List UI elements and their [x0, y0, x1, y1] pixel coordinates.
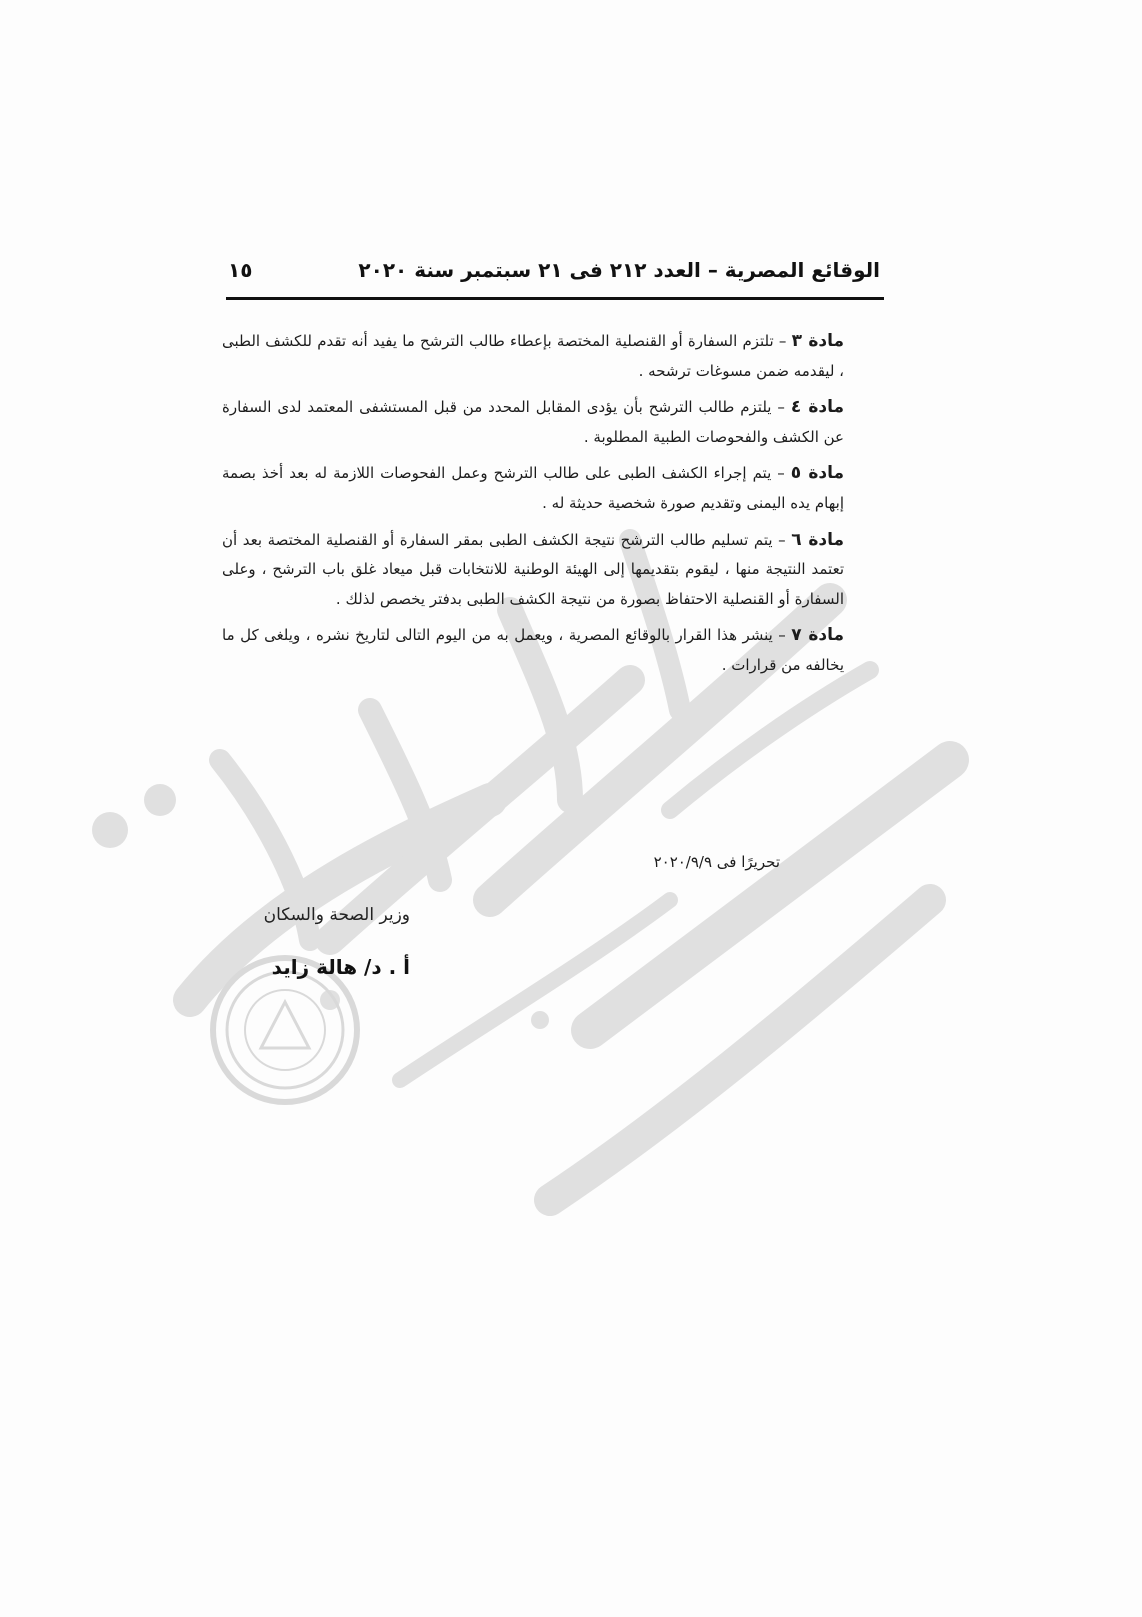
article-text: – ينشر هذا القرار بالوقائع المصرية ، ويعمل به من اليوم التالى لتاريخ نشره ، ويلغى كل ما يخالفه من قرارات . — [222, 626, 844, 674]
article-6 — [222, 526, 844, 615]
article-text: – يتم تسليم طالب الترشح نتيجة الكشف الطبى بمقر السفارة أو القنصلية المختصة بعد أن تعتمد النتيجة منها ، ليقوم بتقديمها إلى الهيئة الوطنية للانتخابات قبل ميعاد غلق باب الترشح ، وعلى السفارة أو القنصلية الاحتفاظ بصورة من نتيجة الكشف الطبى بدفتر يخصص لذلك . — [222, 530, 844, 608]
article-title: مادة ٣ — [791, 331, 844, 351]
article-title: مادة ٧ — [791, 625, 844, 646]
article-4 — [222, 393, 844, 452]
issue-date: تحريرًا فى ٢٠٢٠/٩/٩ — [653, 853, 780, 871]
article-title: مادة ٥ — [790, 463, 844, 484]
header-divider — [226, 297, 884, 300]
decree-body — [222, 327, 844, 688]
article-5 — [222, 459, 844, 518]
article-title: مادة ٦ — [791, 529, 844, 550]
article-text: – يلتزم طالب الترشح بأن يؤدى المقابل المحدد من قبل المستشفى المعتمد لدى السفارة عن الكشف والفحوصات الطبية المطلوبة . — [222, 398, 844, 446]
article-text: – يتم إجراء الكشف الطبى على طالب الترشح وعمل الفحوصات اللازمة له بعد أخذ بصمة إبهام يده اليمنى وتقديم صورة شخصية حديثة له . — [222, 464, 844, 512]
minister-signature-name: أ . د/ هالة زايد — [271, 955, 410, 979]
gazette-title: الوقائع المصرية – العدد ٢١٢ فى ٢١ سبتمبر سنة ٢٠٢٠ — [358, 258, 880, 282]
article-3 — [222, 327, 844, 386]
article-7 — [222, 621, 844, 680]
page-header — [228, 256, 880, 296]
page-number: ١٥ — [228, 258, 253, 282]
article-text: – تلتزم السفارة أو القنصلية المختصة بإعطاء طالب الترشح ما يفيد أنه تقدم للكشف الطبى ، ليقدمه ضمن مسوغات ترشحه . — [222, 332, 844, 380]
minister-title: وزير الصحة والسكان — [263, 905, 410, 925]
article-title: مادة ٤ — [790, 397, 844, 418]
